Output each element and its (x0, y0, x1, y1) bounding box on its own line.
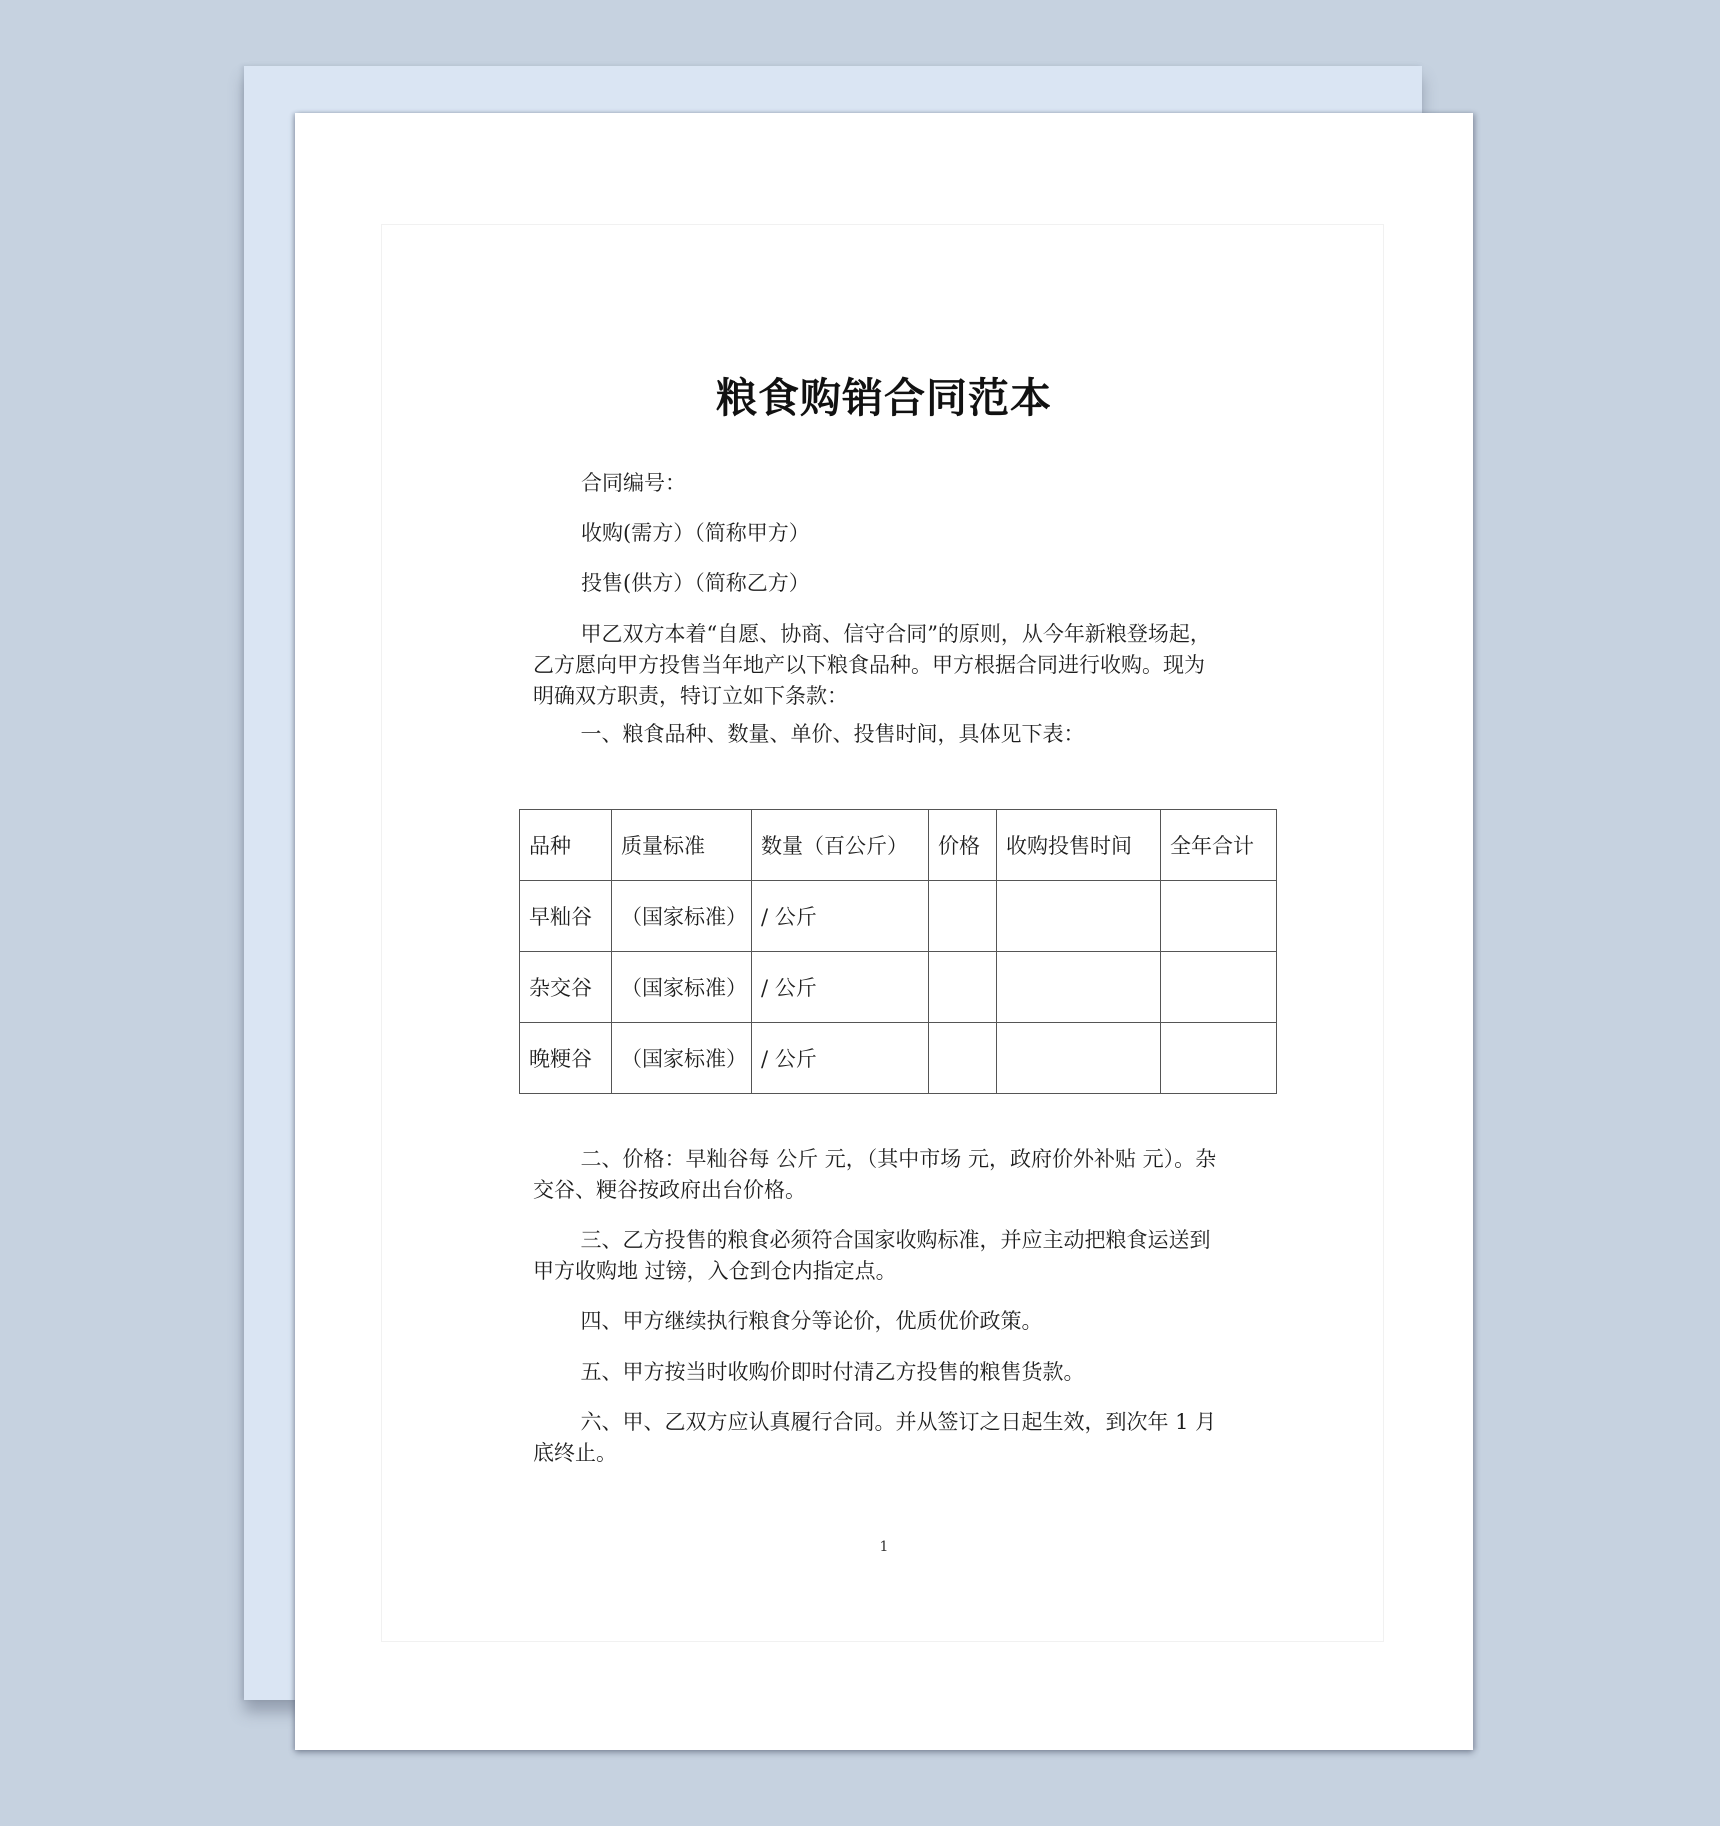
cell-quantity: / 公斤 (752, 881, 929, 952)
cell-variety: 杂交谷 (520, 952, 612, 1023)
header-cell-quantity: 数量（百公斤） (752, 810, 929, 881)
clause-6: 六、甲、乙双方应认真履行合同。并从签订之日起生效，到次年 1 月底终止。 (533, 1410, 1217, 1465)
page-number: 1 (879, 1539, 889, 1555)
table-row (520, 952, 1277, 1023)
cell-price (929, 1023, 997, 1094)
clause-3: 三、乙方投售的粮食必须符合国家收购标准，并应主动把粮食运送到甲方收购地 过镑，入仓到仓内指定点。 (533, 1228, 1211, 1283)
cell-quantity: / 公斤 (752, 1023, 929, 1094)
cell-quality: （国家标准） (612, 952, 752, 1023)
cell-time (997, 881, 1161, 952)
table-row (520, 1023, 1277, 1094)
header-cell-time: 收购投售时间 (997, 810, 1161, 881)
cell-total (1161, 881, 1277, 952)
cell-price (929, 952, 997, 1023)
cell-total (1161, 952, 1277, 1023)
header-cell-variety: 品种 (520, 810, 612, 881)
header-cell-total: 全年合计 (1161, 810, 1277, 881)
cell-quantity: / 公斤 (752, 952, 929, 1023)
cell-total (1161, 1023, 1277, 1094)
contract-number-line: 合同编号： (581, 471, 686, 495)
document-title: 粮食购销合同范本 (716, 374, 1052, 422)
cell-price (929, 881, 997, 952)
cell-quality: （国家标准） (612, 1023, 752, 1094)
cell-time (997, 1023, 1161, 1094)
clause-5: 五、甲方按当时收购价即时付清乙方投售的粮售货款。 (580, 1360, 1085, 1384)
table-header-row (520, 810, 1277, 881)
clause-1: 一、粮食品种、数量、单价、投售时间，具体见下表： (580, 722, 1085, 746)
cell-quality: （国家标准） (612, 881, 752, 952)
header-cell-quality: 质量标准 (612, 810, 752, 881)
seller-party-line: 投售(供方）（简称乙方） (581, 571, 810, 595)
clause-4: 四、甲方继续执行粮食分等论价，优质优价政策。 (580, 1309, 1043, 1333)
clause-2: 二、价格：早籼谷每 公斤 元，（其中市场 元，政府价外补贴 元）。杂交谷、粳谷按政府出台价格。 (533, 1147, 1217, 1202)
grain-table (519, 809, 1277, 1094)
table-row (520, 881, 1277, 952)
preamble-paragraph: 甲乙双方本着“自愿、协商、信守合同”的原则，从今年新粮登场起，乙方愿向甲方投售当年地产以下粮食品种。甲方根据合同进行收购。现为明确双方职责，特订立如下条款： (533, 622, 1211, 708)
cell-variety: 早籼谷 (520, 881, 612, 952)
cell-time (997, 952, 1161, 1023)
buyer-party-line: 收购(需方）（简称甲方） (581, 521, 810, 545)
cell-variety: 晚粳谷 (520, 1023, 612, 1094)
document-page (295, 113, 1473, 1750)
header-cell-price: 价格 (929, 810, 997, 881)
